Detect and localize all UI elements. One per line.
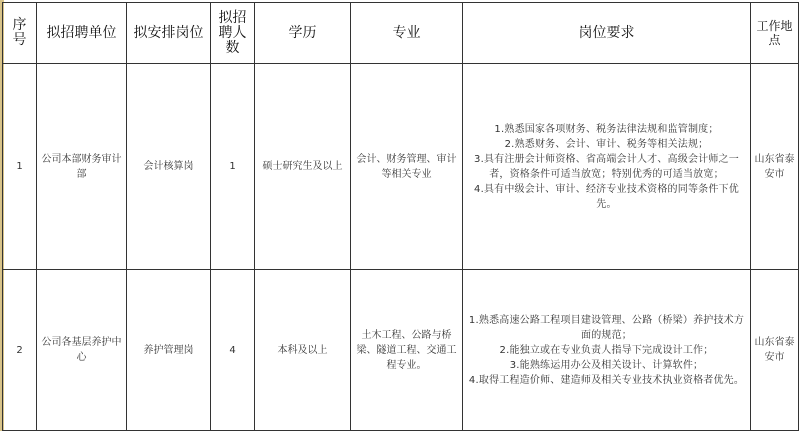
cell-location: 山东省泰安市 (751, 270, 799, 431)
header-location: 工作地点 (751, 3, 799, 64)
cell-unit: 公司本部财务审计部 (37, 64, 127, 270)
cell-position: 养护管理岗 (127, 270, 211, 431)
cell-education: 本科及以上 (255, 270, 351, 431)
recruitment-table (2, 2, 799, 431)
header-major: 专业 (351, 3, 463, 64)
header-education: 学历 (255, 3, 351, 64)
cell-seq: 2 (3, 270, 37, 431)
requirement-line: 3.能熟练运用办公及相关设计、计算软件； (509, 359, 704, 371)
requirement-line: 2.熟悉财务、会计、审计、税务等相关法规； (504, 138, 709, 150)
requirement-line: 4.具有中级会计、审计、经济专业技术资格的同等条件下优先。 (474, 183, 739, 210)
table-row (3, 270, 799, 431)
cell-education: 硕士研究生及以上 (255, 64, 351, 270)
header-count: 拟招聘人数 (211, 3, 255, 64)
cell-requirements (463, 64, 751, 270)
cell-seq: 1 (3, 64, 37, 270)
requirement-line: 1.熟悉高速公路工程项目建设管理、公路（桥梁）养护技术方面的规范； (468, 314, 745, 341)
cell-count: 1 (211, 64, 255, 270)
cell-requirements (463, 270, 751, 431)
header-position: 拟安排岗位 (127, 3, 211, 64)
header-requirements: 岗位要求 (463, 3, 751, 64)
header-seq: 序号 (3, 3, 37, 64)
cell-position: 会计核算岗 (127, 64, 211, 270)
cell-unit: 公司各基层养护中心 (37, 270, 127, 431)
cell-major: 土木工程、公路与桥梁、隧道工程、交通工程专业。 (351, 270, 463, 431)
requirement-line: 1.熟悉国家各项财务、税务法律法规和监管制度； (494, 123, 719, 135)
requirement-line: 2.能独立或在专业负责人指导下完成设计工作； (499, 344, 714, 356)
requirement-line: 4.取得工程造价师、建造师及相关专业技术执业资格者优先。 (468, 374, 745, 386)
table-row (3, 64, 799, 270)
header-unit: 拟招聘单位 (37, 3, 127, 64)
header-row (3, 3, 799, 64)
cell-location: 山东省泰安市 (751, 64, 799, 270)
requirement-line: 3.具有注册会计师资格、省高端会计人才、高级会计师之一者，资格条件可适当放宽；特别优秀的可适当放宽； (474, 153, 739, 180)
cell-major: 会计、财务管理、审计等相关专业 (351, 64, 463, 270)
cell-count: 4 (211, 270, 255, 431)
